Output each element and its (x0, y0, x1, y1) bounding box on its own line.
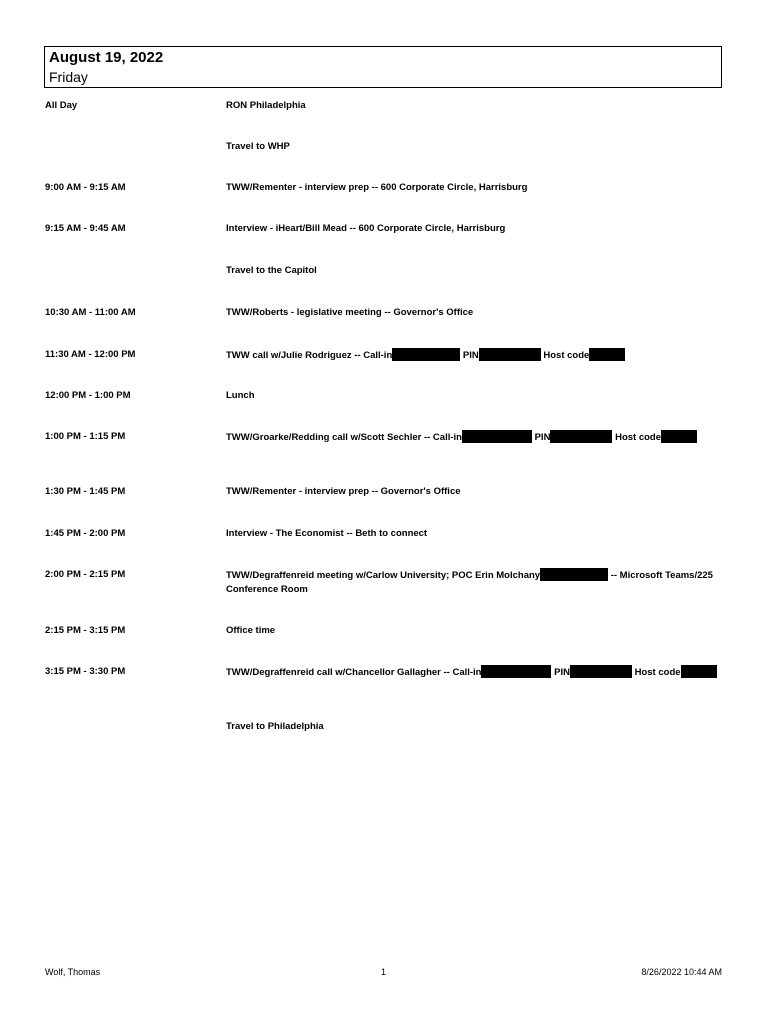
entry-text: Travel to the Capitol (226, 265, 317, 276)
entry-time: 1:30 PM - 1:45 PM (45, 486, 126, 497)
entry-text: Host code (540, 350, 590, 361)
entry-description (226, 568, 718, 597)
entry-time: 1:00 PM - 1:15 PM (45, 431, 126, 442)
entry-time: 12:00 PM - 1:00 PM (45, 390, 131, 401)
entry-description (226, 720, 718, 734)
entry-text: Travel to WHP (226, 141, 290, 152)
entry-time: 1:45 PM - 2:00 PM (45, 528, 126, 539)
redaction-block (479, 348, 541, 361)
date-header (44, 46, 722, 88)
header-day: Friday (49, 69, 88, 85)
header-date: August 19, 2022 (49, 49, 164, 66)
entry-description (226, 181, 718, 195)
redaction-block (681, 665, 717, 678)
entry-text: TWW/Roberts - legislative meeting -- Governor's Office (226, 307, 474, 318)
entry-time: 11:30 AM - 12:00 PM (45, 349, 136, 360)
entry-text: Host code (612, 432, 661, 443)
entry-description (226, 264, 718, 278)
entry-text: RON Philadelphia (226, 100, 306, 111)
entry-text: PIN (460, 350, 479, 361)
entry-text: TWW/Groarke/Redding call w/Scott Sechler -- Call-in (226, 432, 462, 443)
entry-time: 2:00 PM - 2:15 PM (45, 569, 126, 580)
entry-description (226, 140, 718, 154)
entry-description (226, 485, 718, 499)
redaction-block (661, 430, 697, 443)
entry-description (226, 624, 718, 638)
entry-time: 10:30 AM - 11:00 AM (45, 307, 136, 318)
entry-description (226, 99, 718, 113)
entry-text: -- Microsoft Teams/225 Conference Room (226, 570, 713, 595)
entry-time: 9:15 AM - 9:45 AM (45, 223, 126, 234)
entry-text: Host code (631, 667, 681, 678)
redaction-block (589, 348, 625, 361)
entry-time: All Day (45, 100, 78, 111)
entry-description (226, 430, 718, 445)
footer-name: Wolf, Thomas (45, 967, 101, 977)
entry-text: PIN (551, 667, 570, 678)
entry-time: 3:15 PM - 3:30 PM (45, 666, 126, 677)
entry-text: Interview - iHeart/Bill Mead -- 600 Corporate Circle, Harrisburg (226, 223, 506, 234)
entry-text: Lunch (226, 390, 255, 401)
redaction-block (570, 665, 632, 678)
entry-text: TWW/Rementer - interview prep -- 600 Corporate Circle, Harrisburg (226, 182, 528, 193)
entry-text: Office time (226, 625, 276, 636)
entry-description (226, 222, 718, 236)
entry-text: Travel to Philadelphia (226, 721, 324, 732)
entry-text: TWW/Degraffenreid meeting w/Carlow University; POC Erin Molchany (226, 570, 541, 581)
redaction-block (550, 430, 612, 443)
entry-text: Interview - The Economist -- Beth to connect (226, 528, 428, 539)
redaction-block (540, 568, 608, 581)
entry-text: TWW/Degraffenreid call w/Chancellor Gallagher -- Call-in (226, 667, 482, 678)
footer-page-number: 1 (381, 967, 387, 977)
redaction-block (462, 430, 532, 443)
redaction-block (481, 665, 551, 678)
entry-time: 9:00 AM - 9:15 AM (45, 182, 126, 193)
entry-description (226, 389, 718, 403)
footer-printed-timestamp: 8/26/2022 10:44 AM (641, 967, 722, 977)
entry-description (226, 306, 718, 320)
entry-description (226, 665, 718, 680)
entry-time: 2:15 PM - 3:15 PM (45, 625, 126, 636)
entry-text: TWW/Rementer - interview prep -- Governor's Office (226, 486, 461, 497)
redaction-block (392, 348, 460, 361)
entry-description (226, 348, 718, 363)
entry-description (226, 527, 718, 541)
entry-text: PIN (531, 432, 551, 443)
entry-text: TWW call w/Julie Rodriguez -- Call-in (226, 350, 393, 361)
